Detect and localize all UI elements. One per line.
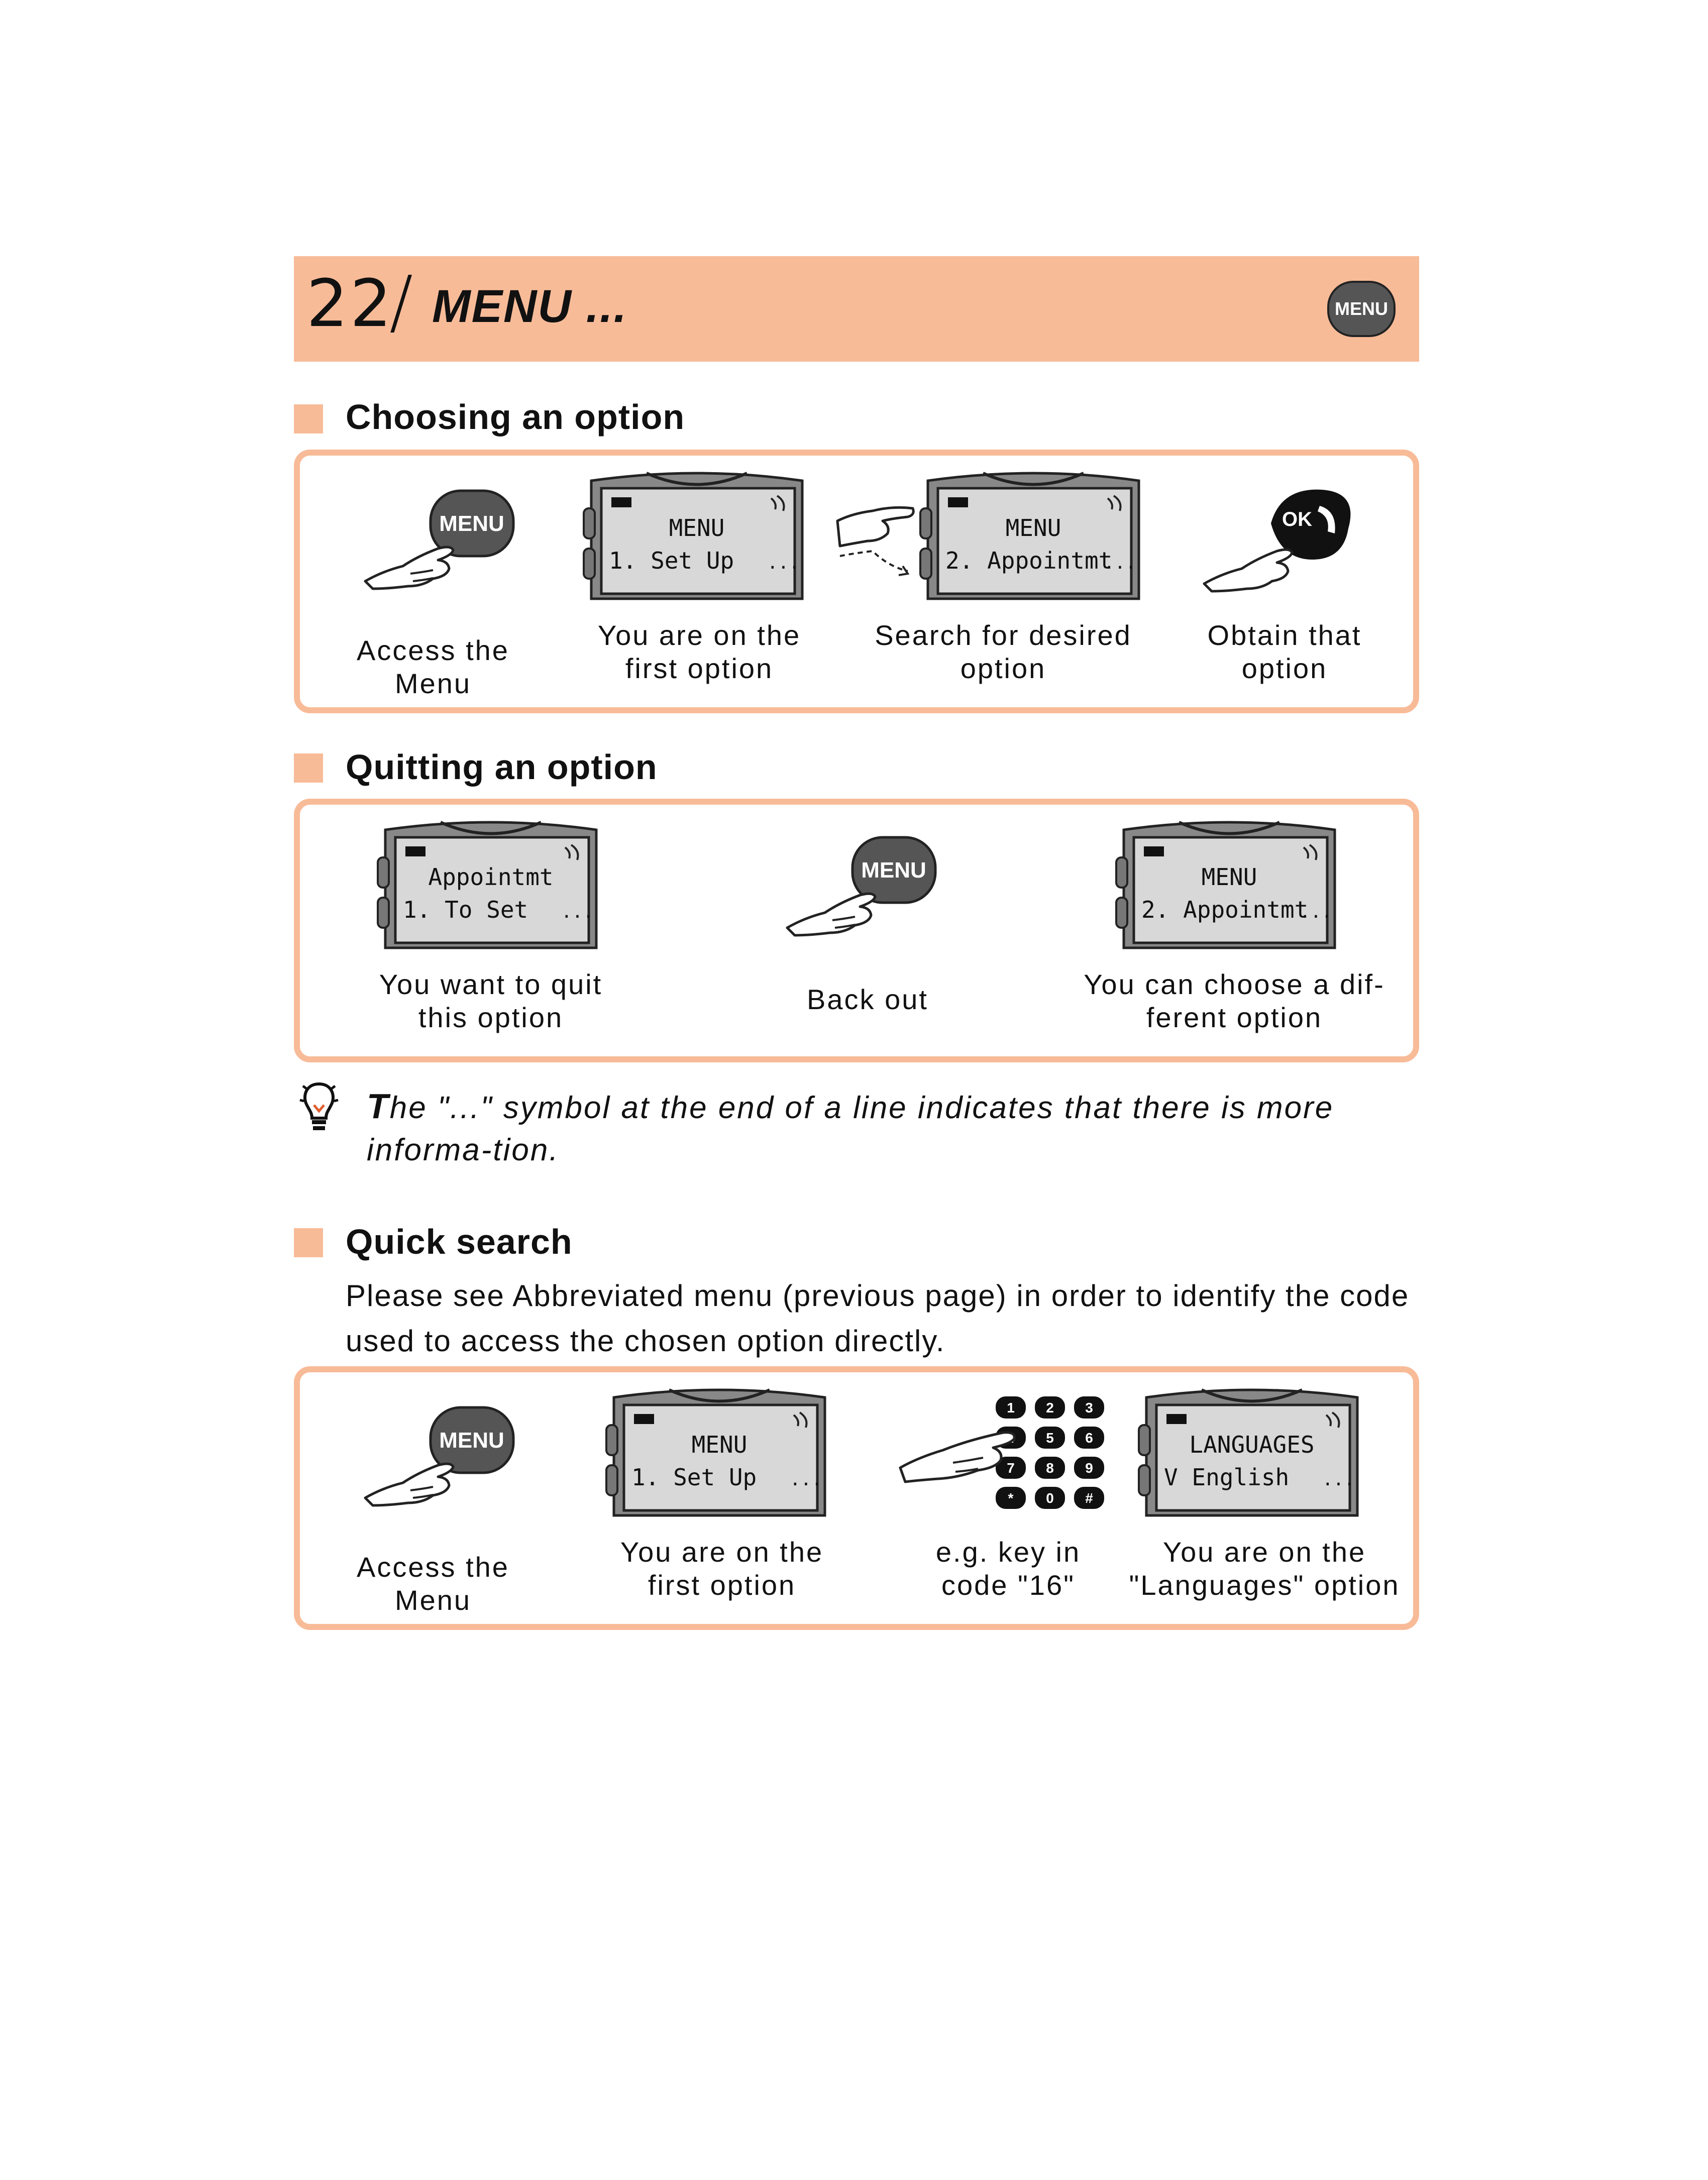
screen-line-2: 1. To Set [403,896,528,923]
screen-ellipsis: ... [1322,1469,1355,1490]
keypad-key-label: * [1008,1490,1014,1506]
tip-first-letter: T [367,1086,390,1126]
step-caption: You are on the first option [597,619,801,684]
lightbulb-icon [299,1080,339,1135]
step-caption: You want to quit this option [379,968,603,1033]
phone-screen [604,1385,835,1520]
keypad-key-label: 8 [1046,1460,1054,1476]
screen-line-1: Appointmt [428,863,554,891]
step-caption: Access the Menu [357,1551,509,1616]
keypad-key-label: 6 [1085,1430,1093,1446]
menu-key-press-icon [785,832,945,943]
keypad-key-label: 2 [1046,1400,1054,1415]
keypad-key-label: 3 [1085,1400,1093,1415]
step-caption: Search for desired option [875,619,1132,684]
section-title-quick: Quick search [346,1222,573,1261]
menu-key-press-icon [363,1402,523,1513]
choosing-panel [294,450,1419,713]
menu-key-label: MENU [861,858,926,883]
screen-ellipsis: ... [790,1469,823,1490]
section-marker [294,753,323,783]
quick-search-description: Please see Abbreviated menu (previous page) in order to identify the code used to access the chosen option directly. [346,1279,1410,1358]
keypad-key-label: 0 [1046,1490,1054,1506]
keypad-key-label: # [1085,1490,1093,1506]
keypad-key-label: 5 [1046,1430,1054,1446]
screen-line-2: 1. Set Up [631,1464,757,1491]
section-marker [294,1228,323,1257]
menu-badge-label: MENU [1335,298,1388,319]
screen-ellipsis: ... [1300,902,1333,922]
page-number: 22 [306,265,394,342]
keypad-key-label: 7 [1007,1460,1015,1476]
step-caption: Access the Menu [357,634,509,699]
ok-key-label: OK [1282,508,1312,530]
page-header [294,256,1419,362]
screen-line-1: MENU [691,1431,748,1458]
menu-key-label: MENU [439,511,504,536]
section-title-quitting: Quitting an option [346,747,658,787]
section-title-choosing: Choosing an option [346,397,685,437]
step-caption: Back out [807,984,928,1015]
quick-search-panel [294,1366,1419,1630]
page-slash: / [389,261,413,343]
section-marker [294,404,323,433]
screen-ellipsis: ... [561,902,594,922]
screen-line-2: 2. Appointmt [945,547,1113,574]
keypad-key-label: 1 [1007,1400,1015,1415]
keypad-key-label: 9 [1085,1460,1093,1476]
ok-key-press-icon [1202,483,1362,599]
phone-screen [581,468,812,604]
tip-note [367,1085,1422,1171]
phone-screen [1136,1385,1367,1520]
keypad-icon [898,1392,1114,1518]
screen-ellipsis: ... [1104,553,1137,573]
page-title: MENU ... [432,281,628,332]
step-caption: You can choose a dif- ferent option [1084,968,1385,1033]
screen-line-1: MENU [669,514,725,541]
screen-line-2: 1. Set Up [609,547,734,574]
phone-screen [375,817,606,953]
step-caption: Obtain that option [1207,619,1362,684]
menu-key-label: MENU [439,1428,504,1453]
menu-key-press-icon [363,486,523,596]
screen-line-2: V English [1164,1464,1290,1491]
tip-text: he "..." symbol at the end of a line indicates that there is more informa-tion. [367,1091,1334,1167]
menu-badge-icon [1326,279,1397,339]
step-caption: e.g. key in code "16" [935,1536,1081,1601]
quitting-panel [294,799,1419,1062]
step-caption: You are on the "Languages" option [1129,1536,1400,1601]
phone-screen [918,468,1149,604]
screen-line-1: MENU [1005,514,1061,541]
screen-line-1: MENU [1201,863,1257,891]
scroll-hand-icon [832,491,918,591]
screen-ellipsis: ... [767,553,800,573]
phone-screen [1114,817,1345,953]
keypad-keys [996,1396,1104,1509]
screen-line-2: 2. Appointmt [1141,896,1309,923]
step-caption: You are on the first option [620,1536,824,1601]
screen-line-1: LANGUAGES [1189,1431,1315,1458]
